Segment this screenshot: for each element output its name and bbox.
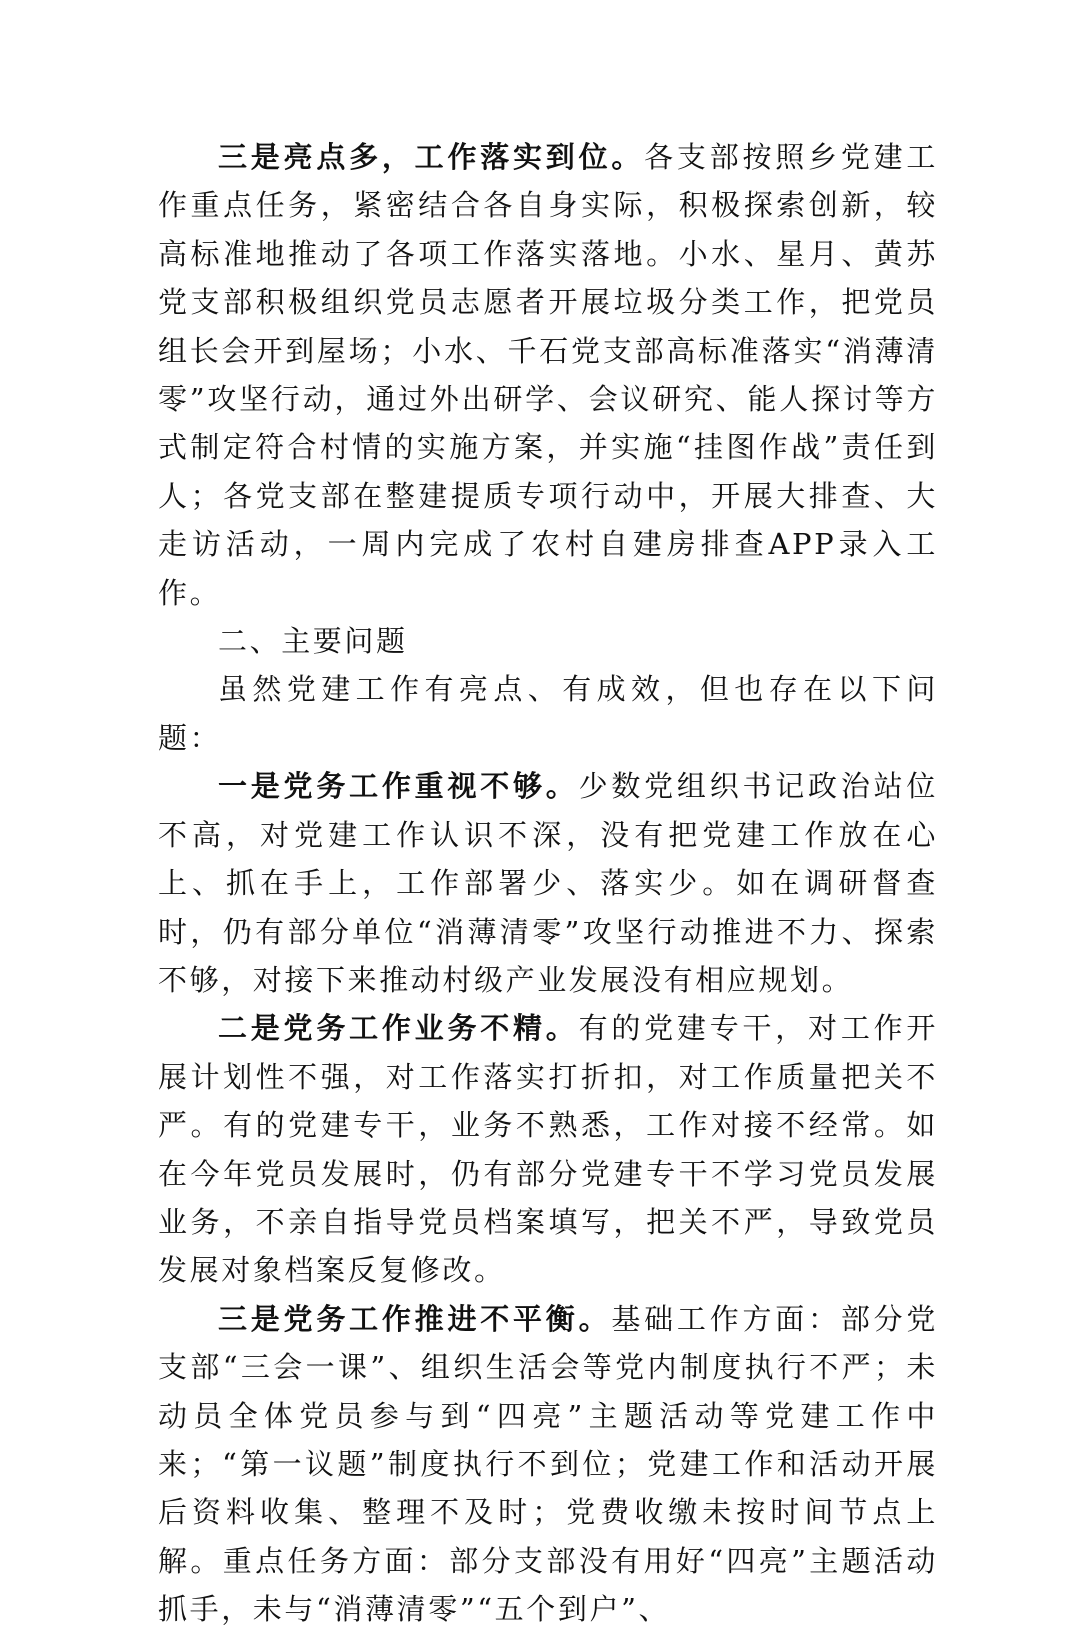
section-heading: 二、主要问题 — [218, 624, 408, 659]
paragraph-body: 基础工作方面：部分党支部“三会一课”、组织生活会等党内制度执行不严；未动员全体党员参与到“四亮”主题活动等党建工作中来；“第一议题”制度执行不到位；党建工作和活动开展后资料收集、整理不及时；党费收缴未按时间节点上解。重点任务方面：部分支部没有用好“四亮”主题活动抓手，未与“消薄清零”“五个到户”、 — [158, 1301, 938, 1627]
paragraph-body: 少数党组织书记政治站位不高，对党建工作认识不深，没有把党建工作放在心上、抓在手上，工作部署少、落实少。如在调研督查时，仍有部分单位“消薄清零”攻坚行动推进不力、探索不够，对接下来推动村级产业发展没有相应规划。 — [158, 769, 938, 997]
paragraph-highlights — [158, 133, 938, 617]
paragraph-body: 各支部按照乡党建工作重点任务，紧密结合各自身实际，积极探索创新，较高标准地推动了各项工作落实落地。小水、星月、黄苏党支部积极组织党员志愿者开展垃圾分类工作，把党员组长会开到屋场；小水、千石党支部高标准落实“消薄清零”攻坚行动，通过外出研学、会议研究、能人探讨等方式制定符合村情的实施方案，并实施“挂图作战”责任到人；各党支部在整建提质专项行动中，开展大排查、大走访活动，一周内完成了农村自建房排查APP录入工作。 — [158, 140, 938, 610]
paragraph-problem-1 — [158, 762, 938, 1004]
intro-paragraph: 虽然党建工作有亮点、有成效，但也存在以下问题： — [158, 672, 938, 755]
paragraph-problem-3 — [158, 1295, 938, 1634]
paragraph-body: 有的党建专干，对工作开展计划性不强，对工作落实打折扣，对工作质量把关不严。有的党建专干，业务不熟悉，工作对接不经常。如在今年党员发展时，仍有部分党建专干不学习党员发展业务，不亲自指导党员档案填写，把关不严，导致党员发展对象档案反复修改。 — [158, 1011, 938, 1288]
paragraph-lead: 三是亮点多，工作落实到位。 — [218, 140, 645, 174]
paragraph-lead: 一是党务工作重视不够。 — [218, 769, 579, 804]
paragraph-problem-2 — [158, 1004, 938, 1294]
paragraph-lead: 二是党务工作业务不精。 — [218, 1011, 579, 1046]
paragraph-lead: 三是党务工作推进不平衡。 — [218, 1301, 612, 1336]
document-page — [158, 133, 938, 1634]
